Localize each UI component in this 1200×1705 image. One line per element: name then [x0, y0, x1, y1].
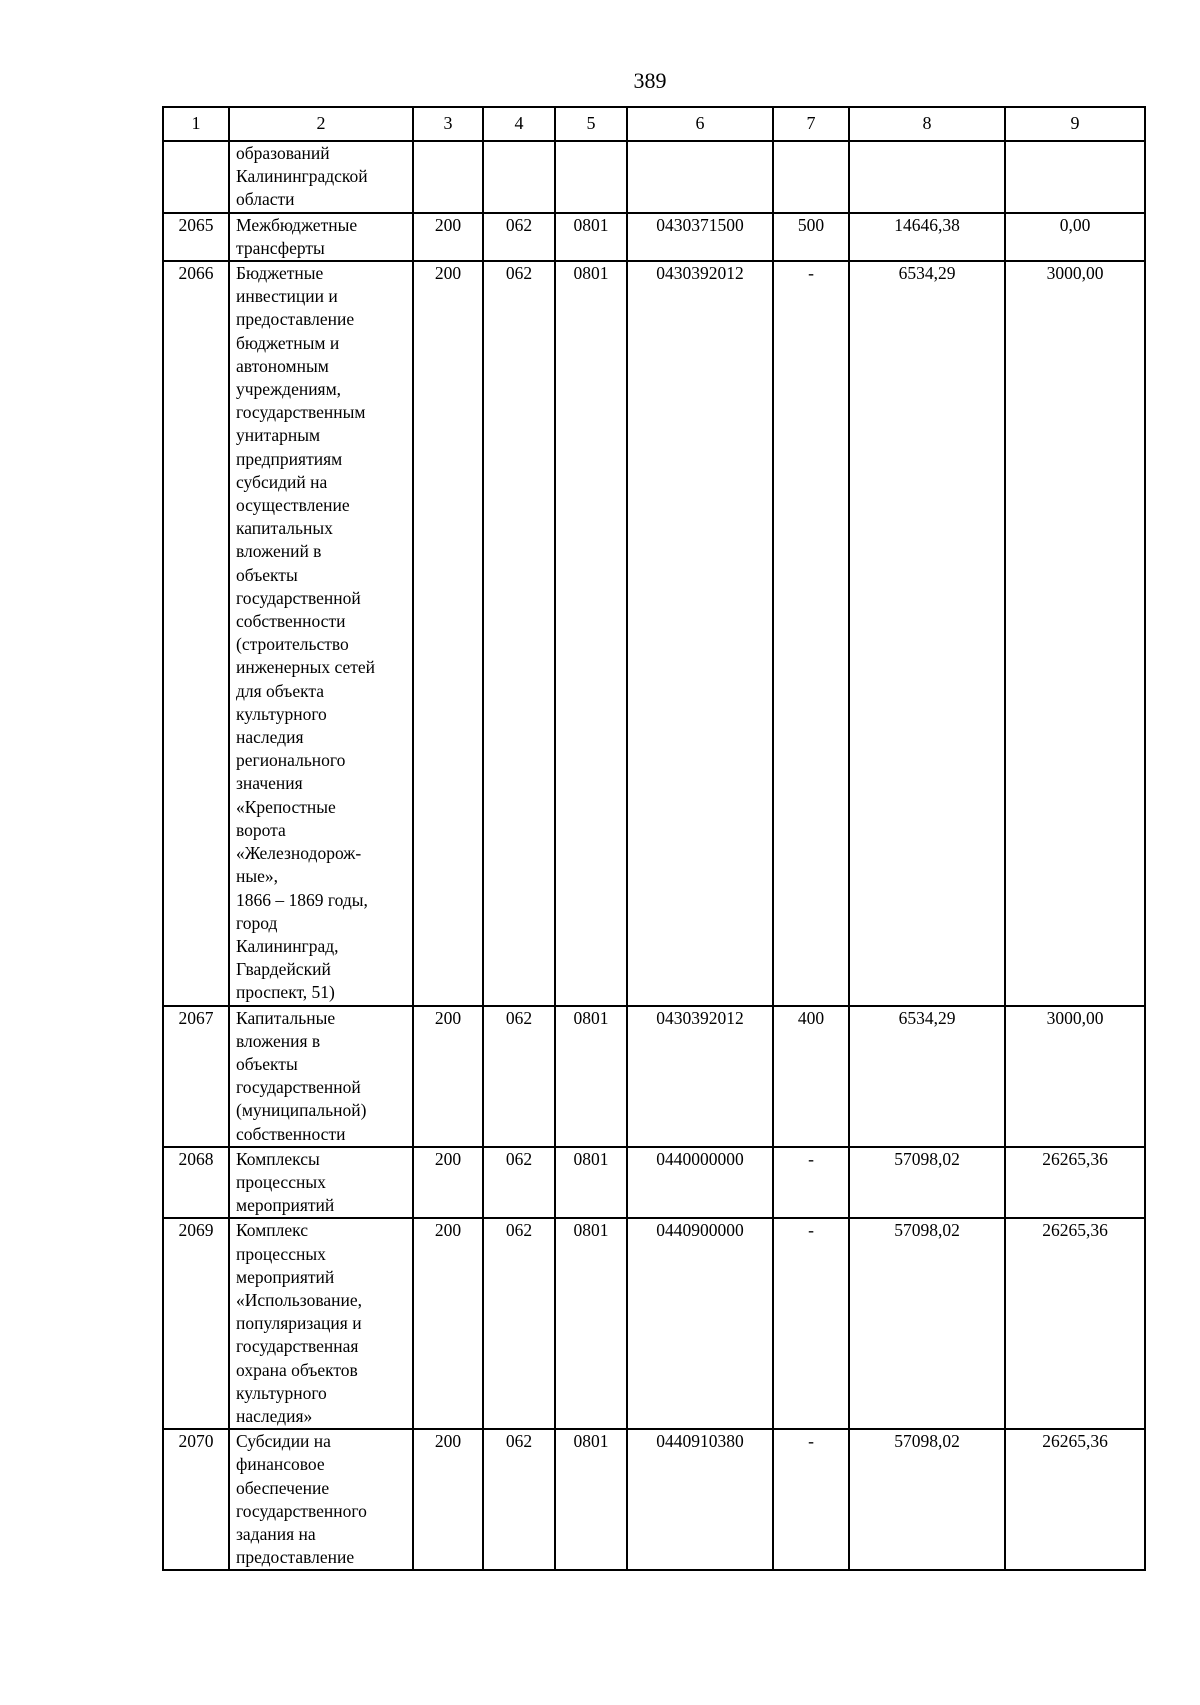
name-line: вложения в [236, 1030, 321, 1051]
amount-cell: 57098,02 [849, 1429, 1005, 1570]
header-cell: 1 [163, 107, 229, 141]
code-cell: 0440910380 [627, 1429, 773, 1570]
name-line: финансовое [236, 1454, 325, 1475]
row-name-cell [229, 261, 413, 1006]
header-cell: 9 [1005, 107, 1145, 141]
table-header-row [163, 107, 1145, 141]
name-line: культурного [236, 703, 327, 724]
table-row [163, 1218, 1145, 1429]
row-name-cell [229, 1429, 413, 1570]
amount-cell: 3000,00 [1005, 261, 1145, 1006]
col7-cell: - [773, 1218, 849, 1429]
col7-cell: - [773, 1429, 849, 1570]
name-line: «Использование, [236, 1289, 362, 1310]
col7-cell: - [773, 1147, 849, 1219]
table-row [163, 141, 1145, 213]
col7-cell [773, 141, 849, 213]
col7-cell: 500 [773, 213, 849, 261]
name-line: государственной [236, 1077, 361, 1098]
code-cell: 0430392012 [627, 1006, 773, 1147]
col5-cell: 0801 [555, 261, 627, 1006]
table-row [163, 261, 1145, 1006]
amount-cell: 26265,36 [1005, 1218, 1145, 1429]
table-row [163, 1006, 1145, 1147]
name-line: (муниципальной) [236, 1100, 367, 1121]
col4-cell: 062 [483, 213, 555, 261]
name-line: Межбюджетные [236, 214, 358, 235]
name-line: учреждениям, [236, 379, 342, 400]
name-line: для объекта [236, 680, 324, 701]
name-line: объекты [236, 1053, 298, 1074]
amount-cell: 14646,38 [849, 213, 1005, 261]
name-line: инженерных сетей [236, 657, 376, 678]
table-row [163, 1429, 1145, 1570]
name-line: процессных [236, 1243, 326, 1264]
header-cell: 7 [773, 107, 849, 141]
amount-cell: 3000,00 [1005, 1006, 1145, 1147]
name-line: государственным [236, 402, 366, 423]
col5-cell: 0801 [555, 1218, 627, 1429]
row-name-cell [229, 141, 413, 213]
col4-cell: 062 [483, 1429, 555, 1570]
name-line: предприятиям [236, 448, 343, 469]
name-line: мероприятий [236, 1195, 335, 1216]
amount-cell: 26265,36 [1005, 1429, 1145, 1570]
name-line: «Крепостные [236, 796, 336, 817]
amount-cell: 0,00 [1005, 213, 1145, 261]
name-line: наследия [236, 727, 304, 748]
name-line: образований [236, 143, 330, 163]
col4-cell: 062 [483, 1147, 555, 1219]
name-line: капитальных [236, 518, 333, 539]
name-line: Гвардейский [236, 959, 331, 980]
col3-cell: 200 [413, 1218, 483, 1429]
name-line: ворота [236, 819, 286, 840]
name-line: государственного [236, 1500, 367, 1521]
col4-cell: 062 [483, 261, 555, 1006]
name-line: задания на [236, 1523, 316, 1544]
amount-cell: 6534,29 [849, 261, 1005, 1006]
col5-cell: 0801 [555, 213, 627, 261]
budget-table [162, 106, 1146, 1571]
name-line: инвестиции и [236, 286, 338, 307]
col5-cell: 0801 [555, 1147, 627, 1219]
name-line: Калининград, [236, 935, 339, 956]
name-line: бюджетным и [236, 332, 340, 353]
amount-cell: 6534,29 [849, 1006, 1005, 1147]
amount-cell: 26265,36 [1005, 1147, 1145, 1219]
name-line: государственная [236, 1336, 359, 1357]
amount-cell [1005, 141, 1145, 213]
row-number-cell: 2069 [163, 1218, 229, 1429]
row-name-cell [229, 1147, 413, 1219]
name-line: 1866 – 1869 годы, [236, 889, 368, 910]
name-line: государственной [236, 587, 361, 608]
col3-cell: 200 [413, 213, 483, 261]
row-number-cell: 2066 [163, 261, 229, 1006]
row-number-cell: 2067 [163, 1006, 229, 1147]
col3-cell: 200 [413, 261, 483, 1006]
col7-cell: 400 [773, 1006, 849, 1147]
code-cell: 0440000000 [627, 1147, 773, 1219]
row-number-cell [163, 141, 229, 213]
name-line: культурного [236, 1382, 327, 1403]
name-line: ные», [236, 866, 279, 887]
col3-cell: 200 [413, 1006, 483, 1147]
amount-cell: 57098,02 [849, 1147, 1005, 1219]
name-line: автономным [236, 355, 329, 376]
name-line: объекты [236, 564, 298, 585]
name-line: собственности [236, 611, 346, 632]
table-row [163, 213, 1145, 261]
code-cell [627, 141, 773, 213]
header-cell: 8 [849, 107, 1005, 141]
row-number-cell: 2070 [163, 1429, 229, 1570]
header-cell: 4 [483, 107, 555, 141]
name-line: предоставление [236, 1547, 355, 1568]
name-line: предоставление [236, 309, 355, 330]
name-line: проспект, 51) [236, 982, 335, 1003]
row-name-cell [229, 213, 413, 261]
row-name-cell [229, 1006, 413, 1147]
name-line: Калининградской [236, 166, 368, 187]
header-cell: 6 [627, 107, 773, 141]
name-line: город [236, 912, 278, 933]
name-line: Капитальные [236, 1007, 336, 1028]
code-cell: 0430392012 [627, 261, 773, 1006]
name-line: (строительство [236, 634, 349, 655]
row-name-cell [229, 1218, 413, 1429]
name-line: «Железнодорож- [236, 843, 362, 864]
name-line: мероприятий [236, 1266, 335, 1287]
name-line: области [236, 189, 295, 210]
header-cell: 2 [229, 107, 413, 141]
col4-cell: 062 [483, 1006, 555, 1147]
name-line: охрана объектов [236, 1359, 358, 1380]
header-cell: 3 [413, 107, 483, 141]
col4-cell: 062 [483, 1218, 555, 1429]
col3-cell: 200 [413, 1147, 483, 1219]
col7-cell: - [773, 261, 849, 1006]
col5-cell [555, 141, 627, 213]
name-line: Субсидии на [236, 1431, 331, 1452]
col5-cell: 0801 [555, 1006, 627, 1147]
name-line: Комплекс [236, 1220, 308, 1241]
name-line: обеспечение [236, 1477, 330, 1498]
col3-cell [413, 141, 483, 213]
name-line: осуществление [236, 495, 350, 516]
name-line: собственности [236, 1123, 346, 1144]
name-line: популяризация и [236, 1313, 362, 1334]
col3-cell: 200 [413, 1429, 483, 1570]
row-number-cell: 2068 [163, 1147, 229, 1219]
code-cell: 0440900000 [627, 1218, 773, 1429]
code-cell: 0430371500 [627, 213, 773, 261]
name-line: унитарным [236, 425, 321, 446]
page-number: 389 [633, 68, 667, 93]
table-row [163, 1147, 1145, 1219]
amount-cell [849, 141, 1005, 213]
name-line: наследия» [236, 1405, 313, 1426]
row-number-cell: 2065 [163, 213, 229, 261]
name-line: регионального [236, 750, 346, 771]
col5-cell: 0801 [555, 1429, 627, 1570]
col4-cell [483, 141, 555, 213]
amount-cell: 57098,02 [849, 1218, 1005, 1429]
header-cell: 5 [555, 107, 627, 141]
name-line: вложений в [236, 541, 322, 562]
name-line: значения [236, 773, 303, 794]
name-line: субсидий на [236, 471, 328, 492]
name-line: Комплексы [236, 1148, 320, 1169]
name-line: Бюджетные [236, 263, 324, 284]
name-line: процессных [236, 1171, 326, 1192]
name-line: трансферты [236, 237, 325, 258]
